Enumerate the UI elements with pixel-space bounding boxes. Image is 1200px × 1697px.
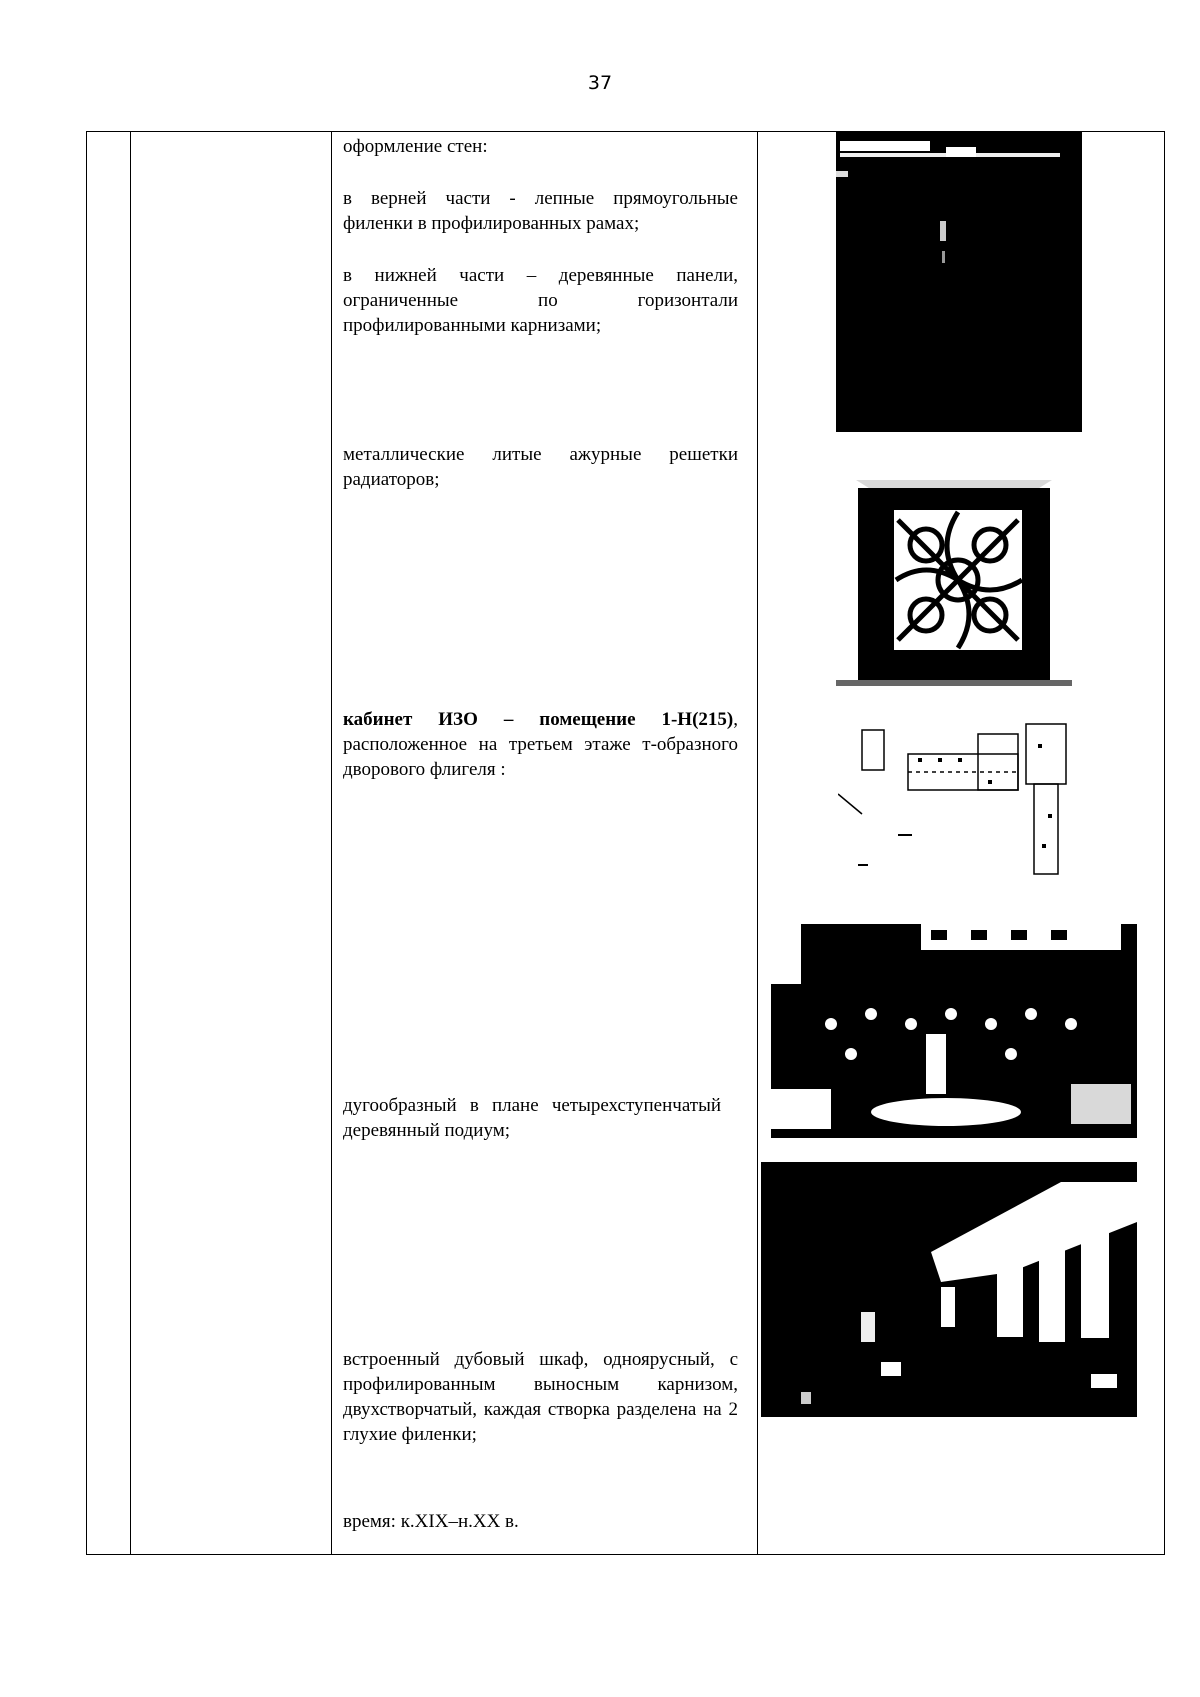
art-room-description: , расположенное на третьем этаже т-образного дворового флигеля : [343, 709, 738, 780]
art-room-title: кабинет ИЗО – помещение 1-Н(215) [343, 709, 734, 730]
paragraph-lower-part: в нижней части – деревянные панели, ограниченные по горизонтали профилированными карнизами; [343, 265, 738, 336]
paragraph-radiator-grilles: металлические литые ажурные решетки радиаторов; [343, 444, 738, 490]
paragraph-upper-part: в верней части - лепные прямоугольные филенки в профилированных рамах; [343, 188, 738, 234]
page-number: 37 [587, 72, 613, 94]
column-divider-3 [757, 131, 758, 1555]
column-divider-2 [331, 131, 332, 1555]
column-divider-1 [130, 131, 131, 1555]
wall-panel-photo [836, 131, 1082, 432]
room-interior-photo [761, 1162, 1137, 1417]
paragraph-period: время: к.XIX–н.XX в. [343, 1511, 519, 1532]
paragraph-art-room [343, 707, 738, 782]
paragraph-wall-decoration: оформление стен: [343, 136, 488, 157]
paragraph-oak-cabinet: встроенный дубовый шкаф, одноярусный, с профилированным выносным карнизом, двухстворчатый, каждая створка разделена на 2 глухие филенки; [343, 1349, 738, 1445]
paragraph-podium: дугообразный в плане четырехступенчатый деревянный подиум; [343, 1095, 721, 1141]
classroom-photo [771, 884, 1137, 1138]
radiator-grille-photo [836, 450, 1072, 695]
floor-plan-photo [838, 714, 1073, 884]
